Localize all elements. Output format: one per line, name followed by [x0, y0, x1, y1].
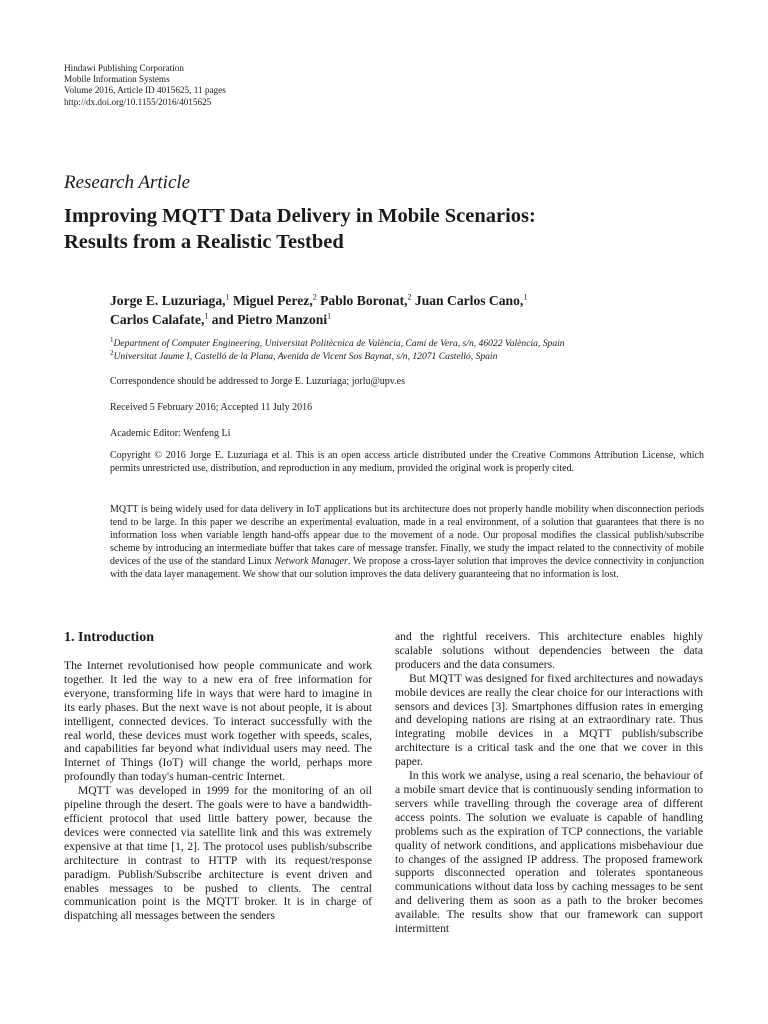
- section-heading: 1. Introduction: [64, 630, 154, 645]
- doi-link[interactable]: http://dx.doi.org/10.1155/2016/4015625: [64, 96, 212, 107]
- volume-info: Volume 2016, Article ID 4015625, 11 pages: [64, 85, 226, 96]
- author-affiliation-mark: 2: [407, 292, 412, 302]
- correspondence: Correspondence should be addressed to Jorge E. Luzuriaga; jorlu@upv.es: [110, 376, 405, 387]
- journal-name: Mobile Information Systems: [64, 74, 170, 85]
- journal-header: [64, 63, 226, 108]
- paper-title: [64, 203, 724, 255]
- author-affiliation-mark: 1: [225, 292, 230, 302]
- author-list: [110, 291, 710, 329]
- affiliation-number: 1: [110, 335, 114, 344]
- author-name: Pablo Boronat,: [320, 293, 408, 308]
- affiliation-number: 2: [110, 348, 114, 357]
- author-name: and Pietro Manzoni: [211, 312, 328, 327]
- title-line-2: Results from a Realistic Testbed: [64, 231, 344, 253]
- author-affiliation-mark: 1: [204, 311, 209, 321]
- paragraph: MQTT was developed in 1999 for the monitoring of an oil pipeline through the desert. The goals were to have a bandwidth-efficient protocol that used little battery power, because the devices were connected via satellite link and this was extremely expensive at that time [1, 2]. The protocol uses publish/subscribe architecture in contrast to HTTP with its request/response paradigm. Publish/Subscribe architecture is event driven and enables messages to be pushed to clients. The central communication point is the MQTT broker. It is in charge of dispatching all messages between the senders: [64, 784, 372, 923]
- received-dates: Received 5 February 2016; Accepted 11 July 2016: [110, 402, 313, 413]
- affiliations: [110, 337, 710, 363]
- right-column: [395, 630, 703, 936]
- left-column: [64, 630, 372, 923]
- title-line-1: Improving MQTT Data Delivery in Mobile Scenarios:: [64, 205, 536, 227]
- affiliation-item: [110, 337, 710, 350]
- affiliation-text: Department of Computer Engineering, Universitat Politècnica de València, Camí de Vera, s/n, 46022 València, Spain: [113, 338, 565, 349]
- paragraph: and the rightful receivers. This architecture enables highly scalable solutions without dependencies between the data producers and the data consumers.: [395, 630, 703, 671]
- paragraph: In this work we analyse, using a real scenario, the behaviour of a mobile smart device that is continuously sending information to servers while travelling through the coverage area of different access points. The solution we evaluate is capable of handling problems such as the expiration of TCP connections, the variable quality of network conditions, and applications misbehaviour due to changes of the assigned IP address. The proposed framework supports disconnected operation and tolerates spontaneous communications without data loss by caching messages to be sent and delivering them as soon as a path to the broker becomes available. The results show that our framework can support intermittent: [395, 769, 703, 936]
- author-name: Juan Carlos Cano,: [414, 293, 524, 308]
- copyright-notice: Copyright © 2016 Jorge E. Luzuriaga et al. This is an open access article distributed under the Creative Commons Attribution License, which permits unrestricted use, distribution, and reproduction in any medium, provided the original work is properly cited.: [110, 450, 704, 474]
- author-affiliation-mark: 2: [312, 292, 317, 302]
- publisher-name: Hindawi Publishing Corporation: [64, 63, 184, 73]
- author-name: Carlos Calafate,: [110, 312, 205, 327]
- abstract: [110, 503, 704, 581]
- paragraph: But MQTT was designed for fixed architectures and nowadays mobile devices are really the clear choice for our interactions with sensors and devices [3]. Smartphones diffusion rates in emerging and developing nations are rising at an extraordinary rate. Thus integrating mobile devices in a MQTT publish/subscribe architecture is a critical task and the one that we cover in this paper.: [395, 671, 703, 769]
- affiliation-text: Universitat Jaume I, Castelló de la Plana, Avenida de Vicent Sos Baynat, s/n, 12071 Castelló, Spain: [113, 351, 498, 362]
- author-name: Jorge E. Luzuriaga,: [110, 293, 226, 308]
- paragraph: The Internet revolutionised how people communicate and work together. It led the way to a new era of free information for everyone, transforming life in ways that were hard to imagine in its early phases. But the next wave is not about people, it is about intelligent, connected devices. To interact successfully with the real world, these devices must work together with speeds, scales, and capabilities far beyond what individual users may need. The Internet of Things (IoT) will change the world, perhaps more profoundly than today's human-centric Internet.: [64, 659, 372, 784]
- abstract-text: MQTT is being widely used for data delivery in IoT applications but its architecture does not properly handle mobility when disconnection periods tend to be large. In this paper we describe an experimental evaluation, made in a real environment, of a solution that guarantees that there is no information loss when variable length hand-offs appear due to the movement of a node. Our proposal modifies the classical publish/subscribe scheme by introducing an intermediate buffer that takes care of message transfer. Finally, we study the impact related to the connectivity of mobile devices of the use of the standard Linux: [110, 504, 704, 567]
- abstract-italic-term: Network Manager: [274, 556, 348, 567]
- author-affiliation-mark: 1: [327, 311, 332, 321]
- academic-editor: Academic Editor: Wenfeng Li: [110, 428, 231, 439]
- article-type: Research Article: [64, 172, 191, 193]
- abstract-text: . We propose a cross-layer solution that improves the device connectivity in conjunction with the data layer management. We show that our solution improves the data delivery guaranteeing that no information is lost.: [110, 556, 704, 580]
- affiliation-item: [110, 350, 710, 363]
- author-affiliation-mark: 1: [523, 292, 528, 302]
- author-name: Miguel Perez,: [232, 293, 313, 308]
